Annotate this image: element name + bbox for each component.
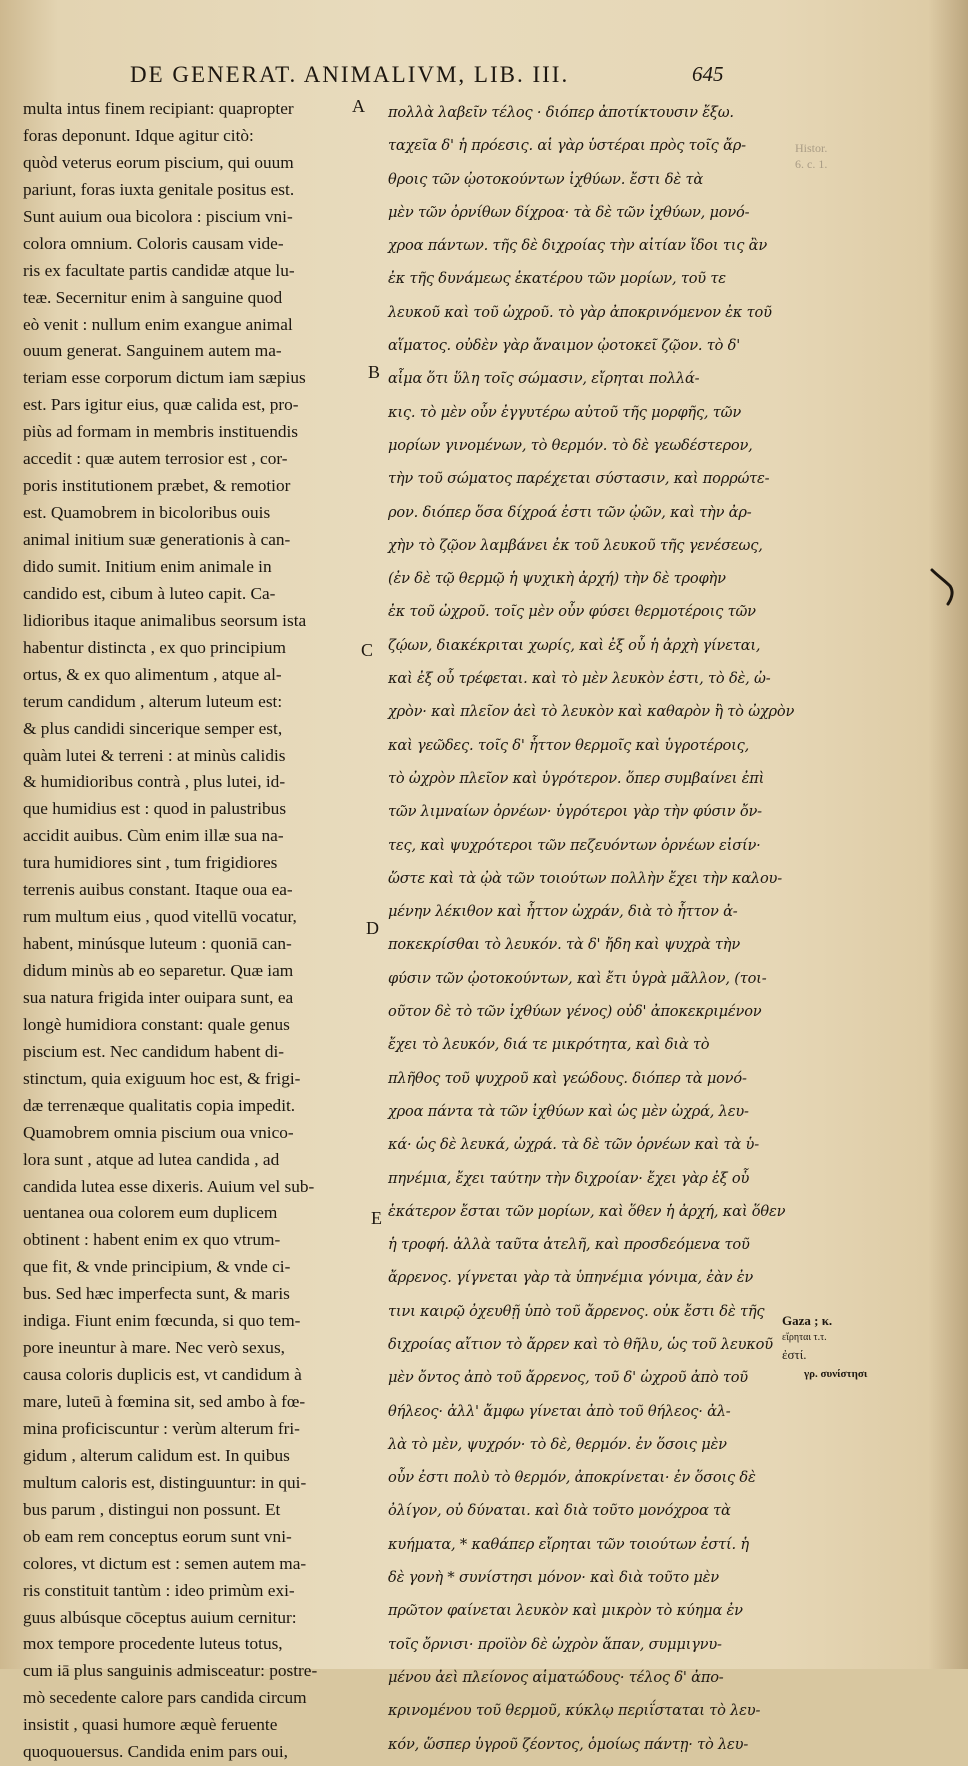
- greek-text-line: πολλὰ λαβεῖν τέλος · διόπερ ἀποτίκτουσιν ἔξω.: [388, 104, 734, 121]
- greek-text-line: ἐκ τοῦ ὠχροῦ. τοῖς μὲν οὖν φύσει θερμοτέροις τῶν: [388, 603, 756, 621]
- latin-text-line: habent, minúsque luteum : quoniā can-: [23, 934, 292, 954]
- latin-text-line: que fit, & vnde principium, & vnde ci-: [23, 1257, 291, 1277]
- latin-text-line: ris constituit tantùm : ideo primùm exi-: [23, 1580, 295, 1600]
- latin-text-line: terum candidum , alterum luteum est:: [23, 691, 283, 711]
- latin-text-line: teæ. Secernitur enim à sanguine quod: [23, 287, 283, 307]
- latin-text-line: quoquouersus. Candida enim pars oui,: [23, 1742, 288, 1762]
- latin-text-line: Quamobrem omnia piscium oua vnico-: [23, 1122, 294, 1142]
- note-line: ἐστί.: [782, 1347, 807, 1362]
- greek-text-line: ἐκ τῆς δυνάμεως ἑκατέρου τῶν μορίων, τοῦ τε: [388, 270, 726, 288]
- latin-text-line: bus parum , distingui non possunt. Et: [23, 1499, 281, 1519]
- greek-text-line: ἔχει τὸ λευκόν, διά τε μικρότητα, καὶ διὰ τὸ: [388, 1036, 710, 1054]
- greek-text-line: φύσιν τῶν ᾠοτοκούντων, καὶ ἔτι ὑγρὰ μᾶλλον, (τοι-: [388, 969, 767, 987]
- greek-text-line: ἑκάτερον ἔσται τῶν μορίων, καὶ ὅθεν ἡ ἀρχή, καὶ ὅθεν: [388, 1202, 786, 1220]
- latin-text-line: indiga. Fiunt enim fœcunda, si quo tem-: [23, 1311, 301, 1331]
- latin-text-line: accedit : quæ autem terrosior est , cor-: [23, 449, 288, 469]
- page-edge-shadow: [928, 0, 968, 1669]
- latin-text-line: candido est, cibum à luteo capit. Ca-: [23, 583, 276, 603]
- latin-text-line: stinctum, quia exiguum hoc est, & frigi-: [23, 1068, 301, 1088]
- greek-text-line: κις. τὸ μὲν οὖν ἐγγυτέρω αὐτοῦ τῆς μορφῆς, τῶν: [388, 403, 742, 421]
- margin-letter-c: C: [361, 640, 374, 660]
- latin-text-line: sua natura frigida inter ouipara sunt, ea: [23, 987, 294, 1007]
- latin-text-line: obtinent : habent enim ex quo vtrum-: [23, 1230, 281, 1250]
- latin-text-line: eò venit : nullum enim exangue animal: [23, 314, 293, 334]
- latin-text-line: multum caloris est, distinguuntur: in qui-: [23, 1472, 307, 1492]
- margin-letter-e: E: [371, 1208, 382, 1228]
- latin-text-line: uentanea oua colorem eum duplicem: [23, 1203, 278, 1223]
- latin-text-line: ob eam rem conceptus eorum sunt vni-: [23, 1526, 292, 1546]
- greek-text-line: τὸ ὠχρὸν πλεῖον καὶ ὑγρότερον. ὅπερ συμβαίνει ἐπὶ: [388, 769, 765, 787]
- greek-text-line: τὴν τοῦ σώματος παρέχεται σύστασιν, καὶ πορρώτε-: [388, 470, 770, 488]
- greek-text-line: λὰ τὸ μὲν, ψυχρόν· τὸ δὲ, θερμόν. ἐν ὅσοις μὲν: [388, 1435, 727, 1453]
- greek-text-line: ζῴων, διακέκριται χωρίς, καὶ ἐξ οὗ ἡ ἀρχὴ γίνεται,: [388, 636, 761, 654]
- latin-text-line: quòd veterus eorum piscium, qui ouum: [23, 152, 294, 172]
- latin-text-line: dido sumit. Initium enim animale in: [23, 556, 272, 576]
- note-line: Gaza ; κ.: [782, 1313, 833, 1328]
- greek-text-line: καὶ γεῶδες. τοῖς δ' ἧττον θερμοῖς καὶ ὑγροτέροις,: [388, 736, 750, 754]
- margin-letter-d: D: [366, 918, 379, 938]
- page-number: 645: [692, 62, 724, 86]
- greek-text-line: αἷμα ὅτι ὕλη τοῖς σώμασιν, εἴρηται πολλά-: [388, 370, 700, 388]
- latin-text-line: longè humidiora constant: quale genus: [23, 1014, 290, 1034]
- latin-text-line: ortus, & ex quo alimentum , atque al-: [23, 664, 282, 684]
- greek-text-line: ἄρρενος. γίγνεται γὰρ τὰ ὑπηνέμια γόνιμα, ἐὰν ἐν: [388, 1269, 754, 1287]
- latin-text-line: causa coloris duplicis est, vt candidum à: [23, 1365, 302, 1385]
- latin-text-line: insistit , quasi humore æquè feruente: [23, 1715, 278, 1735]
- greek-text-line: μὲν ὄντος ἀπὸ τοῦ ἄρρενος, τοῦ δ' ὠχροῦ ἀπὸ τοῦ: [388, 1369, 748, 1387]
- latin-text-line: colora omnium. Coloris causam vide-: [23, 233, 284, 253]
- greek-text-line: χὴν τὸ ζῷον λαμβάνει ἐκ τοῦ λευκοῦ τῆς γενέσεως,: [388, 536, 763, 554]
- greek-text-line: ρον. διόπερ ὅσα δίχροά ἐστι τῶν ᾠῶν, καὶ τὴν ἀρ-: [388, 503, 752, 521]
- greek-text-line: τῶν λιμναίων ὀρνέων· ὑγρότεροι γὰρ τὴν φύσιν ὄν-: [388, 803, 762, 821]
- faded-margin-note: Histor. 6. c. 1.: [795, 141, 828, 171]
- running-header: DE GENERAT. ANIMALIVM, LIB. III.: [130, 62, 570, 87]
- greek-text-line: τες, καὶ ψυχρότεροι τῶν πεζευόντων ὀρνέων εἰσίν·: [388, 836, 761, 854]
- latin-text-line: poris institutionem præbet, & remotior: [23, 476, 291, 496]
- latin-text-line: ris ex facultate partis candidæ atque lu-: [23, 260, 295, 280]
- greek-text-line: μένην λέκιθον καὶ ἧττον ὠχράν, διὰ τὸ ἧττον ἀ-: [388, 903, 738, 921]
- greek-text-line: κυήματα, * καθάπερ εἴρηται τῶν τοιούτων ἐστί. ἡ: [388, 1535, 749, 1553]
- greek-text-line: κόν, ὥσπερ ὑγροῦ ζέοντος, ὁμοίως πάντῃ· τὸ λευ-: [388, 1735, 749, 1753]
- note-line: εἴρηται τ.τ.: [782, 1332, 827, 1343]
- latin-text-line: & plus candidi sincerique semper est,: [23, 718, 283, 738]
- greek-text-line: διχροίας αἴτιον τὸ ἄρρεν καὶ τὸ θῆλυ, ὡς τοῦ λευκοῦ: [388, 1335, 773, 1353]
- latin-text-line: multa intus finem recipiant: quapropter: [23, 99, 294, 118]
- latin-text-line: guus albúsque cōceptus auium cernitur:: [23, 1607, 297, 1627]
- latin-text-line: dæ terrenæque qualitatis copia impedit.: [23, 1095, 296, 1115]
- latin-text-line: mox tempore procedente luteus totus,: [23, 1634, 283, 1654]
- latin-text-line: quàm lutei & terreni : at minùs calidis: [23, 745, 286, 765]
- ink-mark-icon: [930, 566, 960, 606]
- greek-text-line: θροις τῶν ᾠοτοκούντων ἰχθύων. ἔστι δὲ τὰ: [388, 170, 703, 188]
- latin-text-line: accidit auibus. Cùm enim illæ sua na-: [23, 826, 284, 846]
- latin-text-line: animal initium suæ generationis à can-: [23, 530, 291, 549]
- latin-text-line: colores, vt dictum est : semen autem ma-: [23, 1553, 307, 1573]
- latin-column: [23, 96, 368, 1766]
- greek-text-line: ὥστε καὶ τὰ ᾠὰ τῶν τοιούτων πολλὴν ἔχει τὴν καλου-: [388, 869, 782, 887]
- greek-text-line: (ἐν δὲ τῷ θερμῷ ἡ ψυχικὴ ἀρχή) τὴν δὲ τροφὴν: [388, 570, 726, 588]
- latin-text-line: mò secedente calore pars candida circum: [23, 1688, 307, 1708]
- latin-text-line: bus. Sed hæc imperfecta sunt, & maris: [23, 1284, 290, 1304]
- latin-text-line: mare, luteū à fœmina sit, sed ambo à fœ-: [23, 1392, 306, 1411]
- margin-letter-b: B: [368, 362, 381, 382]
- greek-text-line: ἡ τροφή. ἀλλὰ ταῦτα ἀτελῆ, καὶ προσδεόμενα τοῦ: [388, 1236, 750, 1254]
- latin-text-line: teriam esse corporum dictum iam sæpius: [23, 368, 306, 388]
- greek-text-line: κρινομένου τοῦ θερμοῦ, κύκλῳ περιΐσταται τὸ λευ-: [388, 1702, 761, 1720]
- greek-text-line: τινι καιρῷ ὀχευθῇ ὑπὸ τοῦ ἄρρενος. οὐκ ἔστι δὲ τῆς: [388, 1302, 765, 1320]
- greek-text-line: αἵματος. οὐδὲν γὰρ ἄναιμον ᾠοτοκεῖ ζῷον. τὸ δ': [388, 337, 741, 355]
- note-line: γρ. συνίστησι: [804, 1368, 868, 1380]
- latin-text-line: cum iā plus sanguinis admisceatur: postre-: [23, 1661, 318, 1681]
- greek-text-line: θήλεος· ἀλλ' ἄμφω γίνεται ἀπὸ τοῦ θήλεος· ἀλ-: [388, 1402, 731, 1420]
- latin-text-line: lora sunt , atque ad lutea candida , ad: [23, 1149, 280, 1169]
- latin-text-line: habentur distincta , ex quo principium: [23, 637, 286, 657]
- greek-text-line: πρῶτον φαίνεται λευκὸν καὶ μικρὸν τὸ κύημα ἐν: [388, 1602, 743, 1620]
- greek-text-line: τοῖς ὄρνισι· προϊὸν δὲ ὠχρὸν ἅπαν, συμμιγνυ-: [388, 1635, 722, 1653]
- greek-text-line: δὲ γονὴ * συνίστησι μόνον· καὶ διὰ τοῦτο μὲν: [388, 1569, 719, 1587]
- latin-text-line: pore ineuntur à mare. Nec verò sexus,: [23, 1338, 285, 1358]
- latin-text-line: terrenis auibus constant. Itaque oua ea-: [23, 880, 293, 900]
- margin-letter-a: A: [352, 96, 365, 116]
- greek-text-line: μένου ἀεὶ πλείονος αἱματώδους· τέλος δ' ἀπο-: [388, 1668, 724, 1686]
- greek-text-line: ταχεῖα δ' ἡ πρόεσις. αἱ γὰρ ὑστέραι πρὸς τοῖς ἄρ-: [388, 137, 746, 155]
- marginal-variant-note: [782, 1312, 872, 1380]
- latin-text-line: piscium est. Nec candidum habent di-: [23, 1041, 285, 1061]
- greek-text-line: οὖν ἐστι πολὺ τὸ θερμόν, ἀποκρίνεται· ἐν ὅσοις δὲ: [388, 1469, 756, 1487]
- latin-text-line: mina proficiscuntur : verùm alterum fri-: [23, 1418, 300, 1438]
- greek-text-line: χροα πάντα τὰ τῶν ἰχθύων καὶ ὡς μὲν ὠχρά, λευ-: [388, 1102, 749, 1120]
- latin-text-line: lidioribus itaque animalibus seorsum ista: [23, 610, 307, 630]
- latin-text-line: didum minùs ab eo separetur. Quæ iam: [23, 961, 294, 980]
- latin-text-line: Sunt auium oua bicolora : piscium vni-: [23, 206, 293, 226]
- greek-text-line: οῦτον δὲ τὸ τῶν ἰχθύων γένος) οὐδ' ἀποκεκριμένον: [388, 1003, 762, 1021]
- latin-text-line: gidum , alterum calidum est. In quibus: [23, 1445, 290, 1465]
- latin-text-line: rum multum eius , quod vitellū vocatur,: [23, 907, 297, 927]
- greek-text-line: ὀλίγον, οὐ δύναται. καὶ διὰ τοῦτο μονόχροα τὰ: [388, 1502, 731, 1520]
- latin-text-line: pariunt, foras iuxta genitale positus est.: [23, 179, 295, 199]
- latin-text-line: est. Pars igitur eius, quæ calida est, pro-: [23, 395, 299, 415]
- latin-text-line: piùs ad formam in membris instituendis: [23, 422, 299, 442]
- greek-text-line: μορίων γινομένων, τὸ θερμόν. τὸ δὲ γεωδέστερον,: [388, 436, 753, 454]
- latin-text-line: que humidius est : quod in palustribus: [23, 799, 287, 819]
- latin-text-line: tura humidiores sint , tum frigidiores: [23, 853, 278, 873]
- greek-text-line: πλῆθος τοῦ ψυχροῦ καὶ γεώδους. διόπερ τὰ μονό-: [388, 1069, 747, 1087]
- greek-column: [388, 96, 795, 1761]
- greek-text-line: κά· ὡς δὲ λευκά, ὠχρά. τὰ δὲ τῶν ὀρνέων καὶ τὰ ὑ-: [388, 1136, 759, 1154]
- latin-text-line: & humidioribus contrà , plus lutei, id-: [23, 772, 286, 792]
- greek-text-line: χροα πάντων. τῆς δὲ διχροίας τὴν αἰτίαν ἴδοι τις ἂν: [388, 237, 767, 255]
- latin-text-line: candida lutea esse dixeris. Auium vel sub-: [23, 1176, 315, 1196]
- greek-text-line: λευκοῦ καὶ τοῦ ὠχροῦ. τὸ γὰρ ἀποκρινόμενον ἐκ τοῦ: [388, 303, 772, 321]
- latin-text-line: est. Quamobrem in bicoloribus ouis: [23, 503, 271, 523]
- greek-text-line: πηνέμια, ἔχει ταύτην τὴν διχροίαν· ἔχει γὰρ ἐξ οὗ: [388, 1169, 750, 1187]
- greek-text-line: μὲν τῶν ὀρνίθων δίχροα· τὰ δὲ τῶν ἰχθύων, μονό-: [388, 203, 750, 221]
- greek-text-line: ποκεκρίσθαι τὸ λευκόν. τὰ δ' ἤδη καὶ ψυχρὰ τὴν: [388, 936, 740, 954]
- greek-text-line: καὶ ἐξ οὗ τρέφεται. καὶ τὸ μὲν λευκὸν ἐστι, τὸ δὲ, ὠ-: [388, 670, 771, 688]
- latin-text-line: foras deponunt. Idque agitur citò:: [23, 125, 254, 145]
- greek-text-line: χρὸν· καὶ πλεῖον ἀεὶ τὸ λευκὸν καὶ καθαρὸν ἢ τὸ ὠχρὸν: [388, 703, 795, 721]
- latin-text-line: ouum generat. Sanguinem autem ma-: [23, 341, 282, 361]
